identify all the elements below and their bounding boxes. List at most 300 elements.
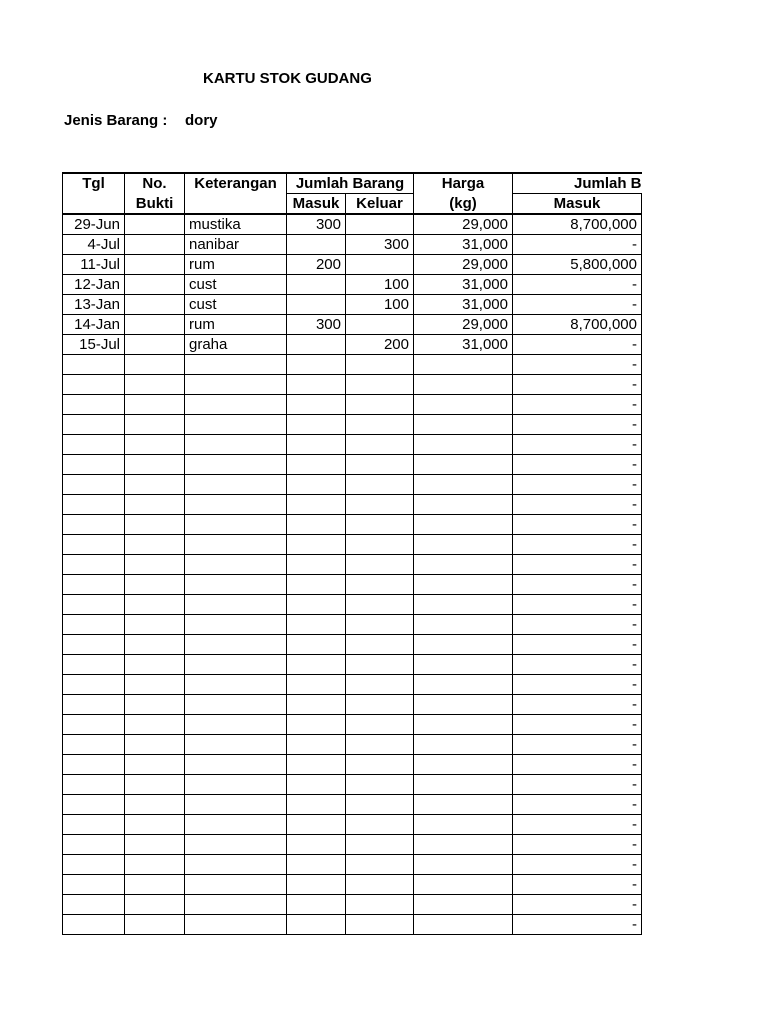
cell-tgl	[63, 715, 125, 735]
cell-tgl	[63, 735, 125, 755]
table-row	[63, 855, 642, 875]
cell-keluar	[346, 415, 414, 435]
cell-jumlah-masuk: 5,800,000	[513, 255, 642, 275]
cell-keluar	[346, 815, 414, 835]
cell-harga	[414, 635, 513, 655]
table-row	[63, 615, 642, 635]
header-jumlah-b: Jumlah B	[513, 173, 642, 194]
cell-keluar	[346, 555, 414, 575]
cell-bukti	[125, 375, 185, 395]
cell-keterangan: graha	[185, 335, 287, 355]
cell-keterangan	[185, 535, 287, 555]
cell-keluar	[346, 515, 414, 535]
cell-keterangan: mustika	[185, 214, 287, 235]
cell-harga	[414, 375, 513, 395]
cell-bukti	[125, 915, 185, 935]
table-row	[63, 635, 642, 655]
cell-jumlah-masuk: -	[513, 455, 642, 475]
cell-keluar	[346, 855, 414, 875]
cell-bukti	[125, 275, 185, 295]
cell-masuk	[287, 615, 346, 635]
cell-keterangan	[185, 475, 287, 495]
cell-tgl	[63, 915, 125, 935]
cell-jumlah-masuk: -	[513, 575, 642, 595]
cell-masuk	[287, 855, 346, 875]
cell-harga	[414, 915, 513, 935]
cell-bukti	[125, 535, 185, 555]
cell-harga	[414, 535, 513, 555]
cell-harga: 31,000	[414, 335, 513, 355]
cell-masuk: 300	[287, 214, 346, 235]
cell-keterangan	[185, 515, 287, 535]
cell-tgl	[63, 815, 125, 835]
cell-keluar	[346, 595, 414, 615]
cell-jumlah-masuk: -	[513, 815, 642, 835]
cell-keluar	[346, 535, 414, 555]
cell-tgl	[63, 435, 125, 455]
cell-tgl	[63, 455, 125, 475]
cell-harga	[414, 555, 513, 575]
cell-jumlah-masuk: 8,700,000	[513, 214, 642, 235]
cell-tgl	[63, 615, 125, 635]
cell-masuk	[287, 775, 346, 795]
cell-bukti	[125, 655, 185, 675]
cell-keluar	[346, 255, 414, 275]
table-row	[63, 535, 642, 555]
cell-bukti	[125, 635, 185, 655]
table-row	[63, 315, 642, 335]
cell-bukti	[125, 435, 185, 455]
cell-keluar	[346, 915, 414, 935]
cell-keterangan	[185, 715, 287, 735]
cell-masuk	[287, 655, 346, 675]
cell-keluar	[346, 715, 414, 735]
header-keterangan: Keterangan	[185, 173, 287, 194]
cell-keluar: 200	[346, 335, 414, 355]
cell-keterangan	[185, 775, 287, 795]
cell-keterangan	[185, 415, 287, 435]
cell-jumlah-masuk: -	[513, 335, 642, 355]
cell-keluar	[346, 695, 414, 715]
cell-jumlah-masuk: -	[513, 415, 642, 435]
cell-jumlah-masuk: -	[513, 235, 642, 255]
cell-keluar	[346, 315, 414, 335]
table-row	[63, 655, 642, 675]
header-bukti: Bukti	[125, 194, 185, 215]
table-row	[63, 495, 642, 515]
table-row	[63, 595, 642, 615]
cell-harga: 31,000	[414, 295, 513, 315]
cell-bukti	[125, 335, 185, 355]
cell-jumlah-masuk: -	[513, 915, 642, 935]
cell-jumlah-masuk: -	[513, 735, 642, 755]
cell-jumlah-masuk: -	[513, 775, 642, 795]
table-row	[63, 555, 642, 575]
cell-jumlah-masuk: -	[513, 355, 642, 375]
cell-bukti	[125, 755, 185, 775]
table-row	[63, 435, 642, 455]
cell-masuk	[287, 735, 346, 755]
cell-jumlah-masuk: -	[513, 695, 642, 715]
cell-harga	[414, 835, 513, 855]
cell-tgl	[63, 835, 125, 855]
cell-masuk: 300	[287, 315, 346, 335]
cell-bukti	[125, 815, 185, 835]
cell-masuk	[287, 635, 346, 655]
cell-jumlah-masuk: -	[513, 595, 642, 615]
cell-tgl	[63, 555, 125, 575]
cell-bukti	[125, 555, 185, 575]
cell-tgl: 4-Jul	[63, 235, 125, 255]
cell-keluar	[346, 475, 414, 495]
cell-keterangan	[185, 915, 287, 935]
cell-bukti	[125, 695, 185, 715]
cell-keluar	[346, 835, 414, 855]
table-row	[63, 455, 642, 475]
table-row	[63, 755, 642, 775]
cell-bukti	[125, 675, 185, 695]
cell-keterangan	[185, 795, 287, 815]
cell-keluar: 100	[346, 275, 414, 295]
cell-keluar	[346, 735, 414, 755]
cell-harga	[414, 895, 513, 915]
cell-bukti	[125, 235, 185, 255]
cell-keterangan	[185, 655, 287, 675]
cell-harga	[414, 575, 513, 595]
cell-keterangan	[185, 615, 287, 635]
cell-bukti	[125, 575, 185, 595]
cell-harga	[414, 655, 513, 675]
cell-bukti	[125, 855, 185, 875]
table-row	[63, 214, 642, 235]
cell-keluar	[346, 455, 414, 475]
cell-jumlah-masuk: -	[513, 475, 642, 495]
cell-keterangan	[185, 875, 287, 895]
cell-tgl	[63, 395, 125, 415]
table-row	[63, 275, 642, 295]
cell-keterangan	[185, 595, 287, 615]
cell-jumlah-masuk: -	[513, 395, 642, 415]
cell-keterangan	[185, 895, 287, 915]
cell-jumlah-masuk: -	[513, 615, 642, 635]
cell-masuk	[287, 795, 346, 815]
cell-keterangan	[185, 435, 287, 455]
table-row	[63, 415, 642, 435]
cell-masuk	[287, 755, 346, 775]
cell-keluar	[346, 895, 414, 915]
header-row-2	[63, 194, 642, 215]
cell-tgl	[63, 595, 125, 615]
cell-bukti	[125, 295, 185, 315]
cell-bukti	[125, 214, 185, 235]
header-jb-masuk: Masuk	[513, 194, 642, 215]
cell-masuk	[287, 395, 346, 415]
cell-bukti	[125, 515, 185, 535]
cell-bukti	[125, 775, 185, 795]
cell-harga	[414, 415, 513, 435]
cell-keluar	[346, 635, 414, 655]
table-row	[63, 695, 642, 715]
header-keterangan-blank	[185, 194, 287, 215]
cell-masuk	[287, 275, 346, 295]
cell-keterangan	[185, 375, 287, 395]
cell-keterangan	[185, 855, 287, 875]
table-row	[63, 475, 642, 495]
cell-keterangan	[185, 835, 287, 855]
cell-tgl	[63, 475, 125, 495]
cell-bukti	[125, 475, 185, 495]
cell-harga: 31,000	[414, 235, 513, 255]
cell-keluar	[346, 775, 414, 795]
cell-keterangan	[185, 675, 287, 695]
cell-masuk	[287, 475, 346, 495]
cell-keluar	[346, 795, 414, 815]
cell-keterangan	[185, 635, 287, 655]
stock-card-table	[62, 172, 642, 935]
table-row	[63, 235, 642, 255]
cell-keluar	[346, 355, 414, 375]
cell-masuk	[287, 715, 346, 735]
cell-tgl: 12-Jan	[63, 275, 125, 295]
cell-masuk	[287, 335, 346, 355]
cell-jumlah-masuk: -	[513, 655, 642, 675]
cell-keluar	[346, 395, 414, 415]
table-row	[63, 295, 642, 315]
cell-masuk	[287, 835, 346, 855]
cell-keluar	[346, 435, 414, 455]
table-row	[63, 675, 642, 695]
cell-harga	[414, 735, 513, 755]
cell-bukti	[125, 615, 185, 635]
cell-jumlah-masuk: -	[513, 375, 642, 395]
cell-keterangan: rum	[185, 315, 287, 335]
cell-masuk	[287, 515, 346, 535]
cell-bukti	[125, 495, 185, 515]
cell-bukti	[125, 455, 185, 475]
cell-keluar	[346, 755, 414, 775]
cell-masuk	[287, 435, 346, 455]
table-row	[63, 735, 642, 755]
cell-tgl: 14-Jan	[63, 315, 125, 335]
cell-keterangan: cust	[185, 275, 287, 295]
cell-jumlah-masuk: 8,700,000	[513, 315, 642, 335]
header-tgl-blank	[63, 194, 125, 215]
cell-harga	[414, 615, 513, 635]
cell-tgl	[63, 795, 125, 815]
cell-masuk	[287, 295, 346, 315]
cell-harga	[414, 455, 513, 475]
cell-masuk	[287, 895, 346, 915]
cell-harga	[414, 795, 513, 815]
table-row	[63, 255, 642, 275]
cell-harga	[414, 475, 513, 495]
cell-masuk	[287, 555, 346, 575]
cell-keluar: 300	[346, 235, 414, 255]
cell-masuk	[287, 915, 346, 935]
cell-keluar	[346, 675, 414, 695]
cell-jumlah-masuk: -	[513, 635, 642, 655]
table-row	[63, 375, 642, 395]
table-row	[63, 335, 642, 355]
table-row	[63, 835, 642, 855]
cell-masuk	[287, 575, 346, 595]
cell-jumlah-masuk: -	[513, 435, 642, 455]
cell-tgl	[63, 755, 125, 775]
cell-masuk	[287, 875, 346, 895]
cell-tgl: 13-Jan	[63, 295, 125, 315]
cell-harga	[414, 675, 513, 695]
cell-masuk	[287, 495, 346, 515]
cell-harga	[414, 595, 513, 615]
cell-jumlah-masuk: -	[513, 835, 642, 855]
header-no: No.	[125, 173, 185, 194]
cell-tgl	[63, 355, 125, 375]
cell-harga	[414, 515, 513, 535]
cell-keluar: 100	[346, 295, 414, 315]
cell-masuk	[287, 535, 346, 555]
cell-keluar	[346, 615, 414, 635]
cell-keterangan: nanibar	[185, 235, 287, 255]
table-row	[63, 775, 642, 795]
cell-harga	[414, 695, 513, 715]
page-title: KARTU STOK GUDANG	[203, 70, 372, 87]
table-row	[63, 715, 642, 735]
header-row-1	[63, 173, 642, 194]
cell-jumlah-masuk: -	[513, 795, 642, 815]
cell-bukti	[125, 255, 185, 275]
table-row	[63, 895, 642, 915]
cell-jumlah-masuk: -	[513, 895, 642, 915]
table-body	[63, 214, 642, 935]
table-row	[63, 515, 642, 535]
cell-masuk	[287, 235, 346, 255]
cell-harga	[414, 395, 513, 415]
cell-harga	[414, 855, 513, 875]
header-keluar: Keluar	[346, 194, 414, 215]
cell-jumlah-masuk: -	[513, 495, 642, 515]
cell-tgl	[63, 375, 125, 395]
cell-tgl	[63, 635, 125, 655]
cell-tgl	[63, 895, 125, 915]
cell-keterangan	[185, 455, 287, 475]
cell-tgl	[63, 575, 125, 595]
cell-keterangan	[185, 355, 287, 375]
cell-masuk	[287, 415, 346, 435]
cell-keluar	[346, 655, 414, 675]
cell-tgl	[63, 515, 125, 535]
cell-keluar	[346, 375, 414, 395]
cell-bukti	[125, 835, 185, 855]
cell-tgl	[63, 695, 125, 715]
cell-jumlah-masuk: -	[513, 855, 642, 875]
cell-keterangan	[185, 735, 287, 755]
cell-jumlah-masuk: -	[513, 715, 642, 735]
cell-tgl: 29-Jun	[63, 214, 125, 235]
cell-harga	[414, 755, 513, 775]
header-harga: Harga	[414, 173, 513, 194]
cell-harga: 31,000	[414, 275, 513, 295]
cell-bukti	[125, 415, 185, 435]
header-tgl: Tgl	[63, 173, 125, 194]
cell-harga	[414, 775, 513, 795]
cell-jumlah-masuk: -	[513, 755, 642, 775]
cell-harga	[414, 435, 513, 455]
cell-bukti	[125, 315, 185, 335]
cell-bukti	[125, 895, 185, 915]
cell-tgl: 15-Jul	[63, 335, 125, 355]
cell-harga: 29,000	[414, 214, 513, 235]
header-harga-unit: (kg)	[414, 194, 513, 215]
jenis-barang-label: Jenis Barang :	[64, 112, 168, 129]
cell-keterangan	[185, 395, 287, 415]
cell-harga	[414, 815, 513, 835]
cell-harga	[414, 355, 513, 375]
cell-bukti	[125, 395, 185, 415]
cell-tgl	[63, 495, 125, 515]
cell-masuk	[287, 455, 346, 475]
cell-tgl	[63, 655, 125, 675]
cell-keluar	[346, 495, 414, 515]
table-row	[63, 875, 642, 895]
cell-keterangan	[185, 815, 287, 835]
cell-masuk	[287, 375, 346, 395]
cell-bukti	[125, 355, 185, 375]
cell-tgl	[63, 875, 125, 895]
cell-masuk	[287, 695, 346, 715]
cell-keterangan	[185, 575, 287, 595]
cell-keterangan	[185, 495, 287, 515]
cell-jumlah-masuk: -	[513, 675, 642, 695]
cell-masuk: 200	[287, 255, 346, 275]
cell-keluar	[346, 575, 414, 595]
cell-tgl	[63, 855, 125, 875]
cell-masuk	[287, 595, 346, 615]
header-jumlah-barang: Jumlah Barang	[287, 173, 414, 194]
cell-masuk	[287, 355, 346, 375]
cell-tgl	[63, 675, 125, 695]
jenis-barang-value: dory	[185, 112, 218, 129]
cell-jumlah-masuk: -	[513, 535, 642, 555]
cell-jumlah-masuk: -	[513, 555, 642, 575]
cell-bukti	[125, 715, 185, 735]
cell-keluar	[346, 875, 414, 895]
cell-bukti	[125, 595, 185, 615]
cell-bukti	[125, 735, 185, 755]
table-row	[63, 795, 642, 815]
cell-keterangan	[185, 555, 287, 575]
cell-tgl: 11-Jul	[63, 255, 125, 275]
cell-harga: 29,000	[414, 255, 513, 275]
cell-tgl	[63, 775, 125, 795]
cell-bukti	[125, 795, 185, 815]
cell-jumlah-masuk: -	[513, 295, 642, 315]
header-masuk: Masuk	[287, 194, 346, 215]
cell-keluar	[346, 214, 414, 235]
cell-harga: 29,000	[414, 315, 513, 335]
cell-jumlah-masuk: -	[513, 875, 642, 895]
table-row	[63, 915, 642, 935]
cell-keterangan	[185, 695, 287, 715]
cell-masuk	[287, 815, 346, 835]
cell-tgl	[63, 415, 125, 435]
cell-harga	[414, 875, 513, 895]
cell-keterangan: cust	[185, 295, 287, 315]
cell-tgl	[63, 535, 125, 555]
table-row	[63, 815, 642, 835]
cell-masuk	[287, 675, 346, 695]
cell-jumlah-masuk: -	[513, 275, 642, 295]
table-row	[63, 575, 642, 595]
